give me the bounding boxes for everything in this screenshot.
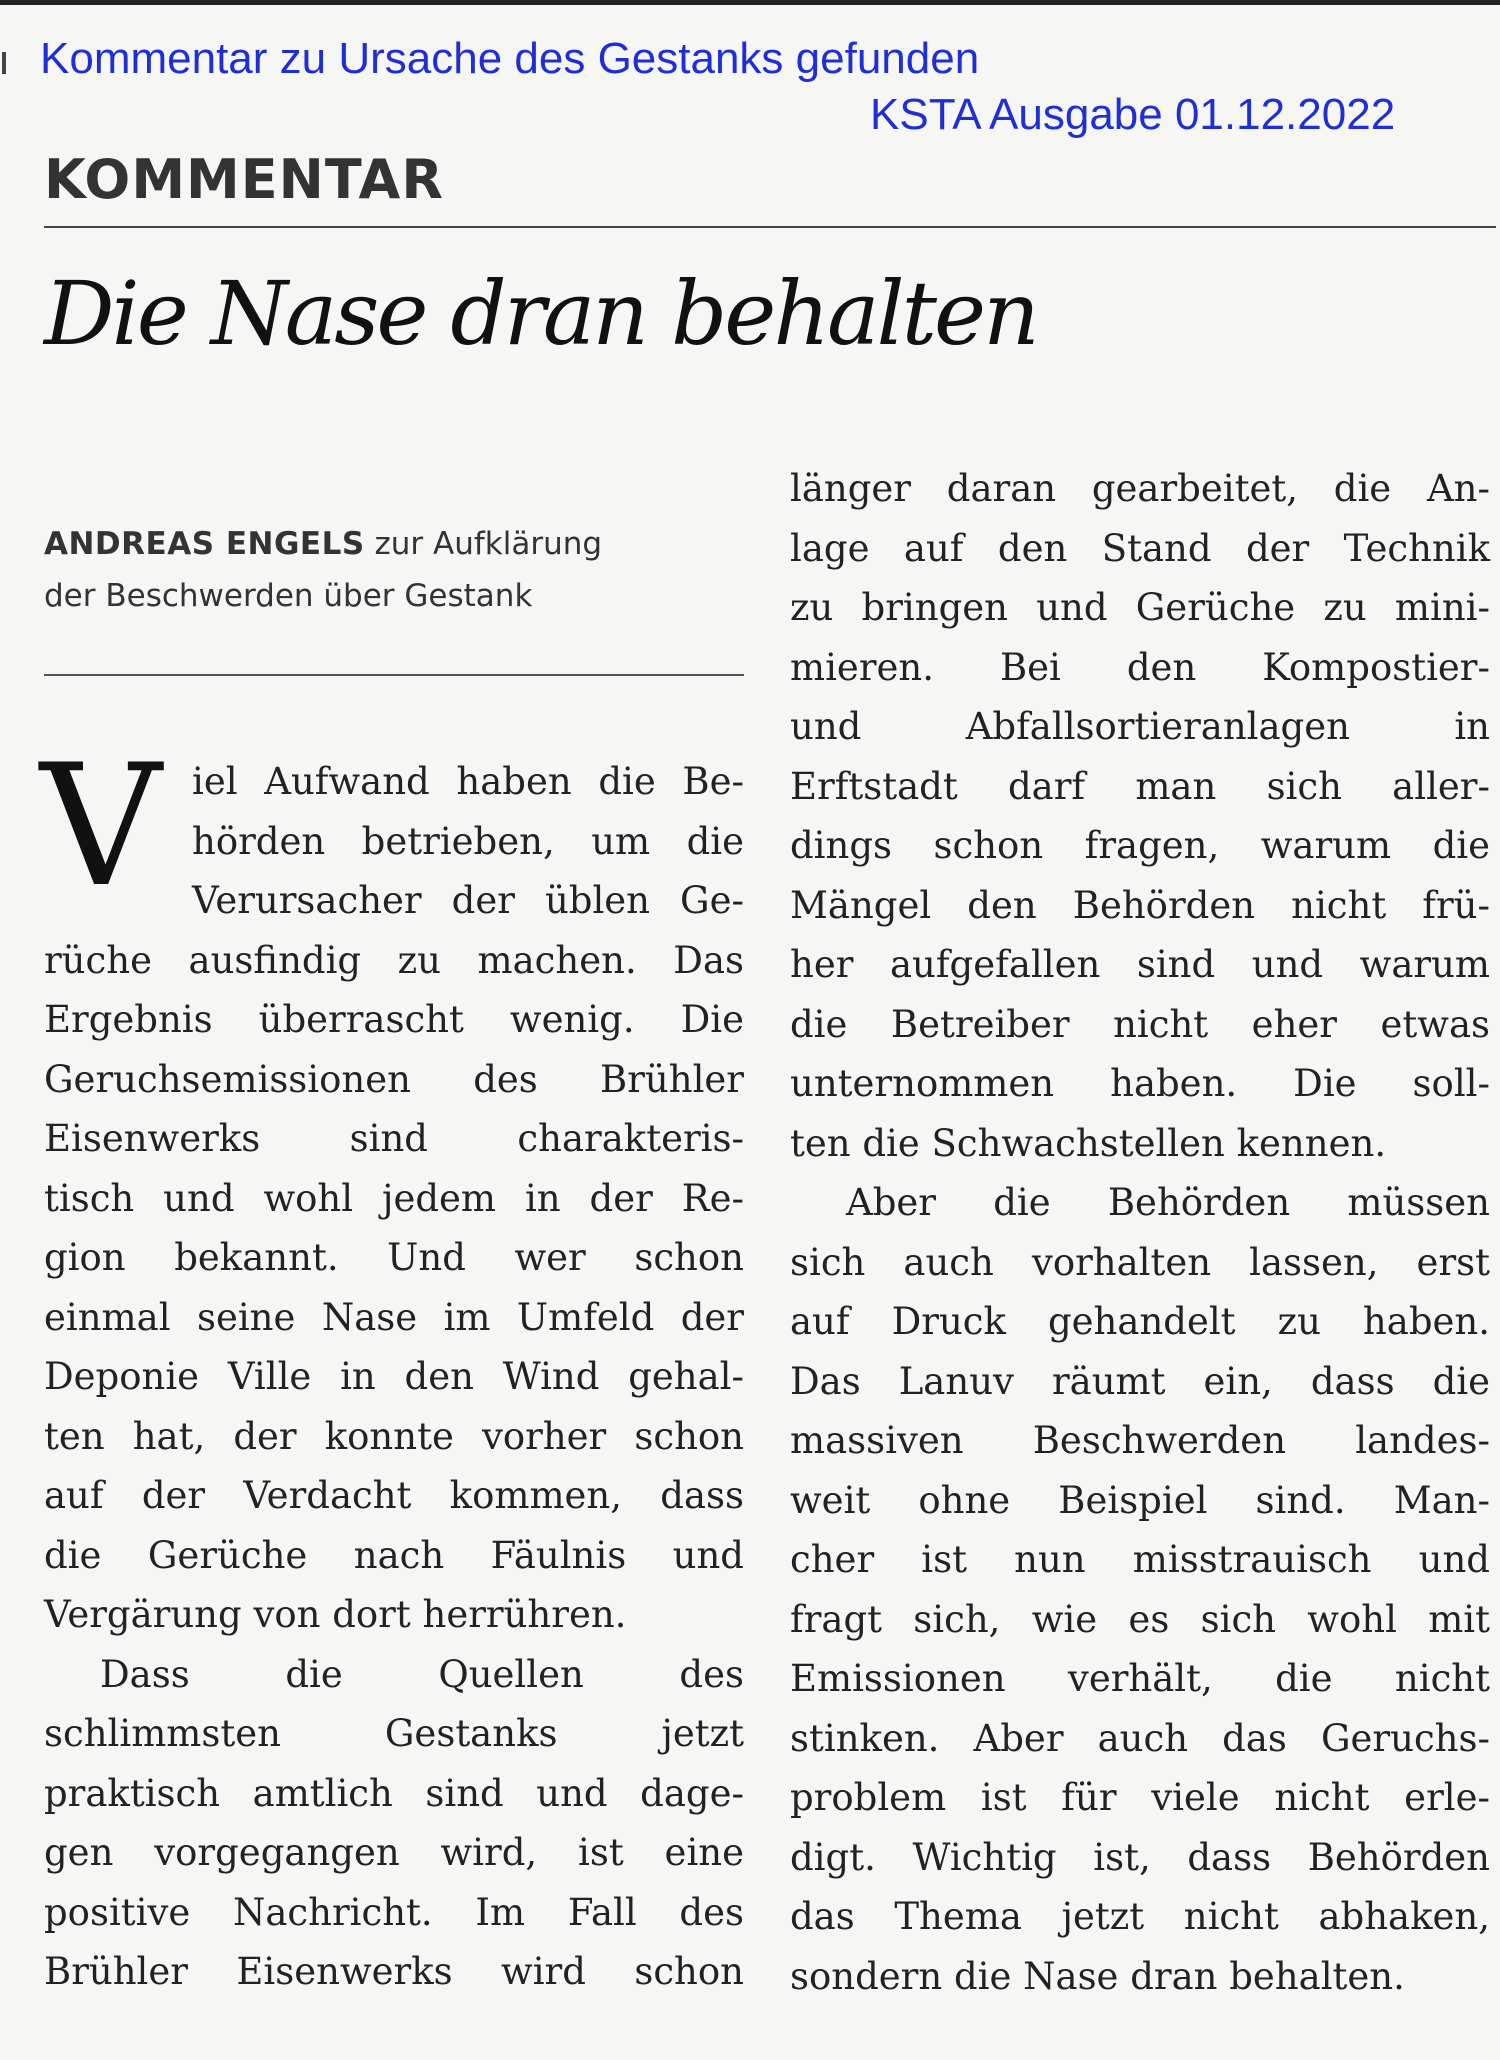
text-line: lage auf den Stand der Technik (790, 526, 1490, 570)
byline-author: ANDREAS ENGELS (44, 526, 365, 562)
text-line: ten die Schwachstellen kennen. (790, 1121, 1387, 1165)
text-line: her aufgefallen sind und warum (790, 943, 1490, 986)
text-line: Aber die Behörden müssen (846, 1181, 1490, 1224)
text-line: gion bekannt. Und wer schon (44, 1236, 744, 1279)
text-line: zu bringen und Gerüche zu mini- (790, 586, 1490, 629)
text-line: praktisch amtlich sind und dage- (44, 1771, 744, 1815)
text-line: Ergebnis überrascht wenig. Die (44, 998, 744, 1041)
text-line: die Gerüche nach Fäulnis und (44, 1533, 744, 1577)
annotation-title: Kommentar zu Ursache des Gestanks gefunden (40, 34, 980, 83)
text-line: sondern die Nase dran behalten. (790, 1954, 1405, 1998)
article-column-right (790, 459, 1490, 2006)
text-line: ten hat, der konnte vorher schon (44, 1414, 744, 1458)
text-line: die Betreiber nicht eher etwas (790, 1002, 1490, 1046)
text-line: länger daran gearbeitet, die An- (790, 467, 1490, 510)
text-line: auf der Verdacht kommen, dass (44, 1474, 744, 1517)
scan-top-edge (0, 0, 1500, 5)
text-line: Vergärung von dort herrühren. (44, 1593, 627, 1636)
text-line: Erftstadt darf man sich aller- (790, 764, 1490, 808)
text-line: unternommen haben. Die soll- (790, 1062, 1490, 1105)
text-line: Mängel den Behörden nicht frü- (790, 883, 1490, 927)
text-line: Das Lanuv räumt ein, dass die (790, 1359, 1490, 1403)
text-line: digt. Wichtig ist, dass Behörden (790, 1835, 1490, 1879)
text-line: gen vorgegangen wird, ist eine (44, 1831, 744, 1874)
text-line: tisch und wohl jedem in der Re- (44, 1176, 744, 1220)
text-line: schlimmsten Gestanks jetzt (44, 1712, 744, 1755)
text-line: einmal seine Nase im Umfeld der (44, 1295, 744, 1339)
text-line: massiven Beschwerden landes- (790, 1419, 1490, 1462)
text-line: iel Aufwand haben die Be- (192, 760, 744, 803)
article-headline: Die Nase dran behalten (44, 262, 1037, 365)
text-line: Emissionen verhält, die nicht (790, 1657, 1490, 1700)
byline-topic: zur Aufklärung (374, 526, 603, 562)
drop-cap: V (40, 728, 162, 924)
byline-line-2: der Beschwerden über Gestank (44, 578, 533, 614)
text-line: fragt sich, wie es sich wohl mit (790, 1597, 1490, 1641)
text-line: mieren. Bei den Kompostier- (790, 645, 1490, 689)
text-line: cher ist nun misstrauisch und (790, 1538, 1490, 1581)
text-line: auf Druck gehandelt zu haben. (790, 1300, 1490, 1343)
text-line: Geruchsemissionen des Brühler (44, 1057, 744, 1101)
text-line: Brühler Eisenwerks wird schon (44, 1950, 744, 1993)
text-line: das Thema jetzt nicht abhaken, (790, 1895, 1490, 1938)
text-line: problem ist für viele nicht erle- (790, 1776, 1490, 1819)
text-line: rüche ausfindig zu machen. Das (44, 938, 744, 982)
text-line: Eisenwerks sind charakteris- (44, 1117, 744, 1160)
annotation-edition: KSTA Ausgabe 01.12.2022 (870, 90, 1396, 139)
byline (44, 518, 734, 622)
text-line: Deponie Ville in den Wind gehal- (44, 1355, 744, 1398)
text-line: und Abfallsortieranlagen in (790, 705, 1490, 748)
text-line: sich auch vorhalten lassen, erst (790, 1240, 1490, 1284)
text-line: weit ohne Beispiel sind. Man- (790, 1478, 1490, 1522)
section-rule (44, 226, 1496, 228)
text-line: positive Nachricht. Im Fall des (44, 1890, 744, 1934)
article-column-left (44, 752, 744, 2002)
section-kicker: KOMMENTAR (44, 148, 444, 211)
scan-edge-mark (2, 52, 6, 74)
text-line: stinken. Aber auch das Geruchs- (790, 1716, 1490, 1760)
byline-rule (44, 674, 744, 676)
text-line: Verursacher der üblen Ge- (192, 879, 744, 922)
text-line: dings schon fragen, warum die (790, 824, 1490, 867)
byline-line-1 (44, 518, 734, 570)
text-line: Dass die Quellen des (100, 1652, 744, 1696)
text-line: hörden betrieben, um die (192, 819, 744, 863)
